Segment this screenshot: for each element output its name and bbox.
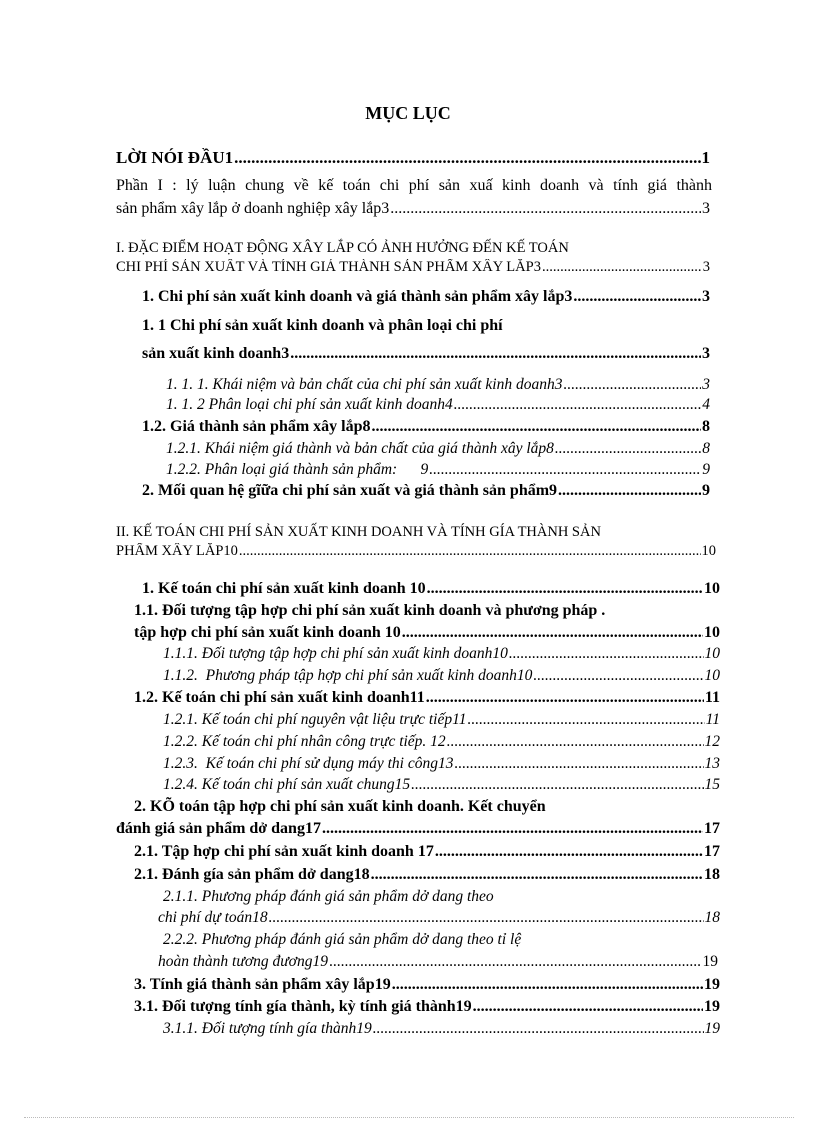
toc-page-number: 3 [702, 200, 710, 217]
toc-entry-ii-3-1[interactable]: 3.1. Đối tượng tính gía thành, kỳ tính giá thành19 ..... 19 [134, 998, 720, 1016]
toc-entry-ii-2-1b[interactable]: 2.1. Đánh gía sản phẩm dở dang18 ..... 18 [134, 866, 720, 884]
toc-entry-1-2-2[interactable]: 1.2.2. Phân loại giá thành sản phẩm: 9 ..... 9 [166, 461, 710, 479]
toc-entry-ii-1-1-2[interactable]: 1.1.2. Phương pháp tập hợp chi phí sản xuất kinh doanh10 ..... 10 [163, 667, 720, 685]
toc-page-number: 10 [704, 624, 720, 641]
toc-entry-1[interactable]: 1. Chi phí sản xuất kinh doanh và giá thành sản phẩm xây lắp3 ..... 3 [142, 288, 710, 306]
toc-entry-1-1-line1[interactable]: 1. 1 Chi phí sản xuất kinh doanh và phân loại chi phí [142, 317, 503, 334]
toc-page-number: 15 [704, 776, 720, 793]
toc-page-number: 3 [702, 259, 710, 275]
toc-page-number: 4 [702, 396, 710, 413]
toc-entry-1-1-1[interactable]: 1. 1. 1. Khái niệm và bản chất của chi phí sản xuất kinh doanh3 ..... 3 [166, 376, 710, 394]
toc-entry-ii-1-2-4[interactable]: 1.2.4. Kế toán chi phí sản xuất chung15 ..... 15 [163, 776, 720, 794]
toc-page-number: 19 [704, 976, 720, 993]
toc-entry-ii-1-1-1[interactable]: 1.1.1. Đối tượng tập hợp chi phí sản xuất kinh doanh10 ..... 10 [163, 645, 720, 663]
toc-entry-ii-2-1[interactable]: 2.1. Tập hợp chi phí sản xuất kinh doanh 17 ..... 17 [134, 843, 720, 861]
toc-page-number: 8 [702, 440, 710, 457]
toc-page-number: 11 [704, 689, 720, 706]
toc-entry-ii-2-line2[interactable]: đánh giá sản phẩm dở dang17 ..... 17 [116, 820, 720, 838]
toc-entry-2[interactable]: 2. Mối quan hệ gĩữa chi phí sản xuất và giá thành sản phẩm9 ..... 9 [142, 482, 710, 500]
toc-page-number: 12 [704, 733, 720, 750]
toc-entry-ii-2-2-2-line2[interactable]: hoàn thành tương đương19 ..... 19 [158, 953, 718, 971]
toc-page-number: 13 [704, 755, 720, 772]
toc-page-number: 19 [704, 1020, 720, 1037]
toc-page-number: 1 [701, 148, 710, 167]
toc-entry-part-1-line1[interactable]: Phần I : lý luận chung về kế toán chi phí sản xuấ kinh doanh và tính giá thành [116, 177, 712, 194]
toc-page-number: 3 [702, 345, 710, 362]
toc-page-number: 17 [704, 843, 720, 860]
toc-entry-preface[interactable] [116, 148, 710, 168]
toc-page-number: 17 [704, 820, 720, 837]
toc-entry-part-1-line2[interactable]: sản phẩm xây lắp ở doanh nghiệp xây lắp3 ..... 3 [116, 200, 710, 218]
toc-entry-ii-2-1-1-line1[interactable]: 2.1.1. Phương pháp đánh giá sản phẩm dở dang theo [163, 888, 494, 905]
toc-page-number: 11 [705, 711, 720, 728]
toc-page-number: 19 [704, 998, 720, 1015]
toc-entry-text: LỜI NÓI ĐẦU1 [116, 148, 234, 167]
toc-entry-ii-2-line1[interactable]: 2. KÕ toán tập hợp chi phí sản xuất kinh doanh. Kết chuyển [134, 798, 546, 815]
toc-page-number: 18 [704, 866, 720, 883]
toc-page-number: 9 [702, 482, 710, 499]
toc-entry-ii-1-2-1[interactable]: 1.2.1. Kế toán chi phí nguyên vật liệu trực tiếp11 ..... 11 [163, 711, 720, 729]
toc-page-number: 10 [701, 543, 716, 559]
toc-page-number: 19 [702, 953, 718, 970]
toc-entry-ii-1-1-line1[interactable]: 1.1. Đối tượng tập hợp chi phí sản xuất kinh doanh và phương pháp . [134, 602, 606, 619]
toc-page-number: 9 [702, 461, 710, 478]
toc-page-number: 18 [704, 909, 720, 926]
toc-page-number: 3 [702, 376, 710, 393]
toc-entry-ii-3-1-1[interactable]: 3.1.1. Đối tượng tính gía thành19 ..... 19 [163, 1020, 720, 1038]
toc-entry-section-2-line2[interactable]: PHẨM XÂY LẮP10 ..... 10 [116, 543, 716, 560]
toc-entry-1-1-2[interactable]: 1. 1. 2 Phân loại chi phí sản xuất kinh doanh4 ..... 4 [166, 396, 710, 414]
toc-entry-ii-1-2-2[interactable]: 1.2.2. Kế toán chi phí nhân công trực tiếp. 12 ..... 12 [163, 733, 720, 751]
toc-entry-ii-1-1-line2[interactable]: tập hợp chi phí sản xuất kinh doanh 10 ..... 10 [134, 624, 720, 642]
toc-page-number: 10 [704, 667, 720, 684]
toc-entry-ii-3[interactable]: 3. Tính giá thành sản phẩm xây lắp19 ..... 19 [134, 976, 720, 994]
toc-entry-ii-2-1-1-line2[interactable]: chi phí dự toán18 ..... 18 [158, 909, 720, 927]
toc-entry-1-2[interactable]: 1.2. Giá thành sản phẩm xây lắp8 ..... 8 [142, 418, 710, 436]
toc-entry-ii-1-2-3[interactable]: 1.2.3. Kế toán chi phí sử dụng máy thi công13 ..... 13 [163, 755, 720, 773]
toc-page-number: 8 [702, 418, 710, 435]
page-title: MỤC LỤC [365, 103, 451, 123]
toc-page-number: 10 [704, 580, 720, 597]
toc-entry-section-1-line1[interactable]: I. ĐẶC ĐIỂM HOẠT ĐỘNG XÂY LẮP CÓ ẢNH HƯỞNG ĐẾN KẾ TOÁN [116, 240, 569, 256]
toc-entry-section-2-line1[interactable]: II. KẾ TOÁN CHI PHÍ SẢN XUẤT KINH DOANH VÀ TÍNH GÍA THÀNH SẢN [116, 524, 601, 540]
toc-entry-ii-2-2-2-line1[interactable]: 2.2.2. Phương pháp đánh giá sản phẩm dở dang theo tỉ lệ [163, 931, 522, 948]
toc-entry-1-1-line2[interactable]: sản xuất kinh doanh3 ..... 3 [142, 345, 710, 363]
toc-entry-ii-1[interactable]: 1. Kế toán chi phí sản xuất kinh doanh 10 ..... 10 [142, 580, 720, 598]
toc-entry-ii-1-2[interactable]: 1.2. Kế toán chi phí sản xuất kinh doanh11 ..... 11 [134, 689, 720, 707]
page-bottom-border [24, 1117, 794, 1118]
toc-page-number: 3 [702, 288, 710, 305]
toc-entry-section-1-line2[interactable]: CHI PHÍ SẢN XUẤT VÀ TÍNH GIÁ THÀNH SẢN PHẨM XÂY LẮP3 ..... 3 [116, 259, 710, 276]
toc-entry-1-2-1[interactable]: 1.2.1. Khái niệm giá thành và bản chất của giá thành xây lắp8 ..... 8 [166, 440, 710, 458]
toc-page-number: 10 [704, 645, 720, 662]
